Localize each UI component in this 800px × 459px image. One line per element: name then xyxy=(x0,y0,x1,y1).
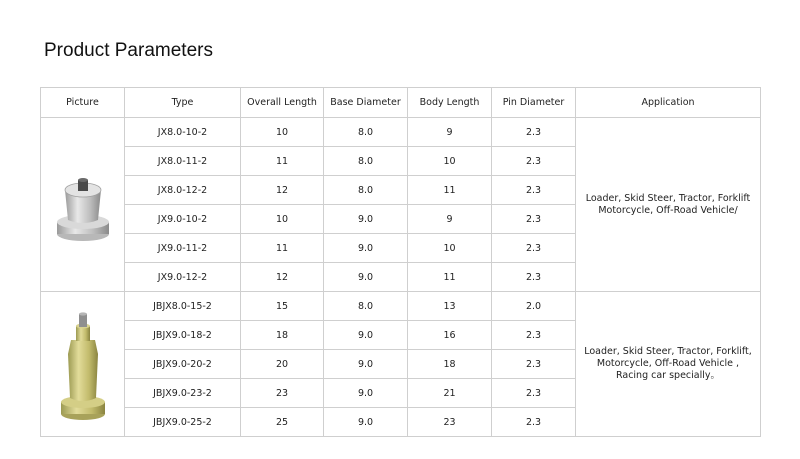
application-cell xyxy=(576,292,761,437)
body-length-cell: 16 xyxy=(408,321,492,350)
application-line: Loader, Skid Steer, Tractor, Forklift, xyxy=(584,346,752,357)
page-title: Product Parameters xyxy=(44,40,213,61)
stud-pin-flat-head-icon xyxy=(48,160,118,250)
body-length-cell: 11 xyxy=(408,263,492,292)
body-length-cell: 21 xyxy=(408,379,492,408)
overall-length-cell: 25 xyxy=(241,408,324,437)
overall-length-cell: 11 xyxy=(241,147,324,176)
overall-length-cell: 10 xyxy=(241,205,324,234)
application-line: Motorcycle, Off-Road Vehicle , xyxy=(596,358,740,369)
pin-diameter-cell: 2.0 xyxy=(492,292,576,321)
application-line: Loader, Skid Steer, Tractor, Forklift xyxy=(585,192,751,204)
base-diameter-cell: 8.0 xyxy=(324,292,408,321)
application-line: Motorcycle, Off-Road Vehicle/ xyxy=(598,204,738,216)
pin-diameter-cell: 2.3 xyxy=(492,147,576,176)
header-type: Type xyxy=(125,88,241,118)
overall-length-cell: 20 xyxy=(241,350,324,379)
picture-cell xyxy=(41,292,125,437)
base-diameter-cell: 9.0 xyxy=(324,408,408,437)
header-base-diameter: Base Diameter xyxy=(324,88,408,118)
overall-length-cell: 12 xyxy=(241,263,324,292)
base-diameter-cell: 9.0 xyxy=(324,234,408,263)
table-row xyxy=(41,292,761,321)
overall-length-cell: 23 xyxy=(241,379,324,408)
overall-length-cell: 12 xyxy=(241,176,324,205)
application-cell xyxy=(576,118,761,292)
pin-diameter-cell: 2.3 xyxy=(492,234,576,263)
pin-diameter-cell: 2.3 xyxy=(492,205,576,234)
body-length-cell: 10 xyxy=(408,234,492,263)
type-cell: JBJX9.0-23-2 xyxy=(125,379,241,408)
pin-diameter-cell: 2.3 xyxy=(492,321,576,350)
type-cell: JX9.0-10-2 xyxy=(125,205,241,234)
application-line: Racing car specially。 xyxy=(615,370,721,381)
pin-diameter-cell: 2.3 xyxy=(492,176,576,205)
table-header-row xyxy=(41,88,761,118)
base-diameter-cell: 8.0 xyxy=(324,176,408,205)
base-diameter-cell: 8.0 xyxy=(324,147,408,176)
type-cell: JX8.0-10-2 xyxy=(125,118,241,147)
header-picture: Picture xyxy=(41,88,125,118)
pin-diameter-cell: 2.3 xyxy=(492,118,576,147)
pin-diameter-cell: 2.3 xyxy=(492,350,576,379)
body-length-cell: 23 xyxy=(408,408,492,437)
type-cell: JBJX9.0-18-2 xyxy=(125,321,241,350)
product-parameters-table xyxy=(40,87,761,437)
base-diameter-cell: 8.0 xyxy=(324,118,408,147)
table-row xyxy=(41,118,761,147)
pin-diameter-cell: 2.3 xyxy=(492,263,576,292)
type-cell: JX8.0-12-2 xyxy=(125,176,241,205)
body-length-cell: 11 xyxy=(408,176,492,205)
header-body-length: Body Length xyxy=(408,88,492,118)
base-diameter-cell: 9.0 xyxy=(324,321,408,350)
header-overall-length: Overall Length xyxy=(241,88,324,118)
type-cell: JBJX9.0-20-2 xyxy=(125,350,241,379)
overall-length-cell: 15 xyxy=(241,292,324,321)
header-pin-diameter: Pin Diameter xyxy=(492,88,576,118)
type-cell: JX9.0-12-2 xyxy=(125,263,241,292)
base-diameter-cell: 9.0 xyxy=(324,205,408,234)
base-diameter-cell: 9.0 xyxy=(324,350,408,379)
stud-pin-tall-gold-icon xyxy=(53,302,113,427)
picture-cell xyxy=(41,118,125,292)
overall-length-cell: 10 xyxy=(241,118,324,147)
body-length-cell: 9 xyxy=(408,205,492,234)
base-diameter-cell: 9.0 xyxy=(324,379,408,408)
overall-length-cell: 11 xyxy=(241,234,324,263)
base-diameter-cell: 9.0 xyxy=(324,263,408,292)
body-length-cell: 18 xyxy=(408,350,492,379)
overall-length-cell: 18 xyxy=(241,321,324,350)
body-length-cell: 9 xyxy=(408,118,492,147)
type-cell: JBJX8.0-15-2 xyxy=(125,292,241,321)
type-cell: JBJX9.0-25-2 xyxy=(125,408,241,437)
body-length-cell: 10 xyxy=(408,147,492,176)
header-application: Application xyxy=(576,88,761,118)
type-cell: JX9.0-11-2 xyxy=(125,234,241,263)
pin-diameter-cell: 2.3 xyxy=(492,379,576,408)
type-cell: JX8.0-11-2 xyxy=(125,147,241,176)
body-length-cell: 13 xyxy=(408,292,492,321)
pin-diameter-cell: 2.3 xyxy=(492,408,576,437)
